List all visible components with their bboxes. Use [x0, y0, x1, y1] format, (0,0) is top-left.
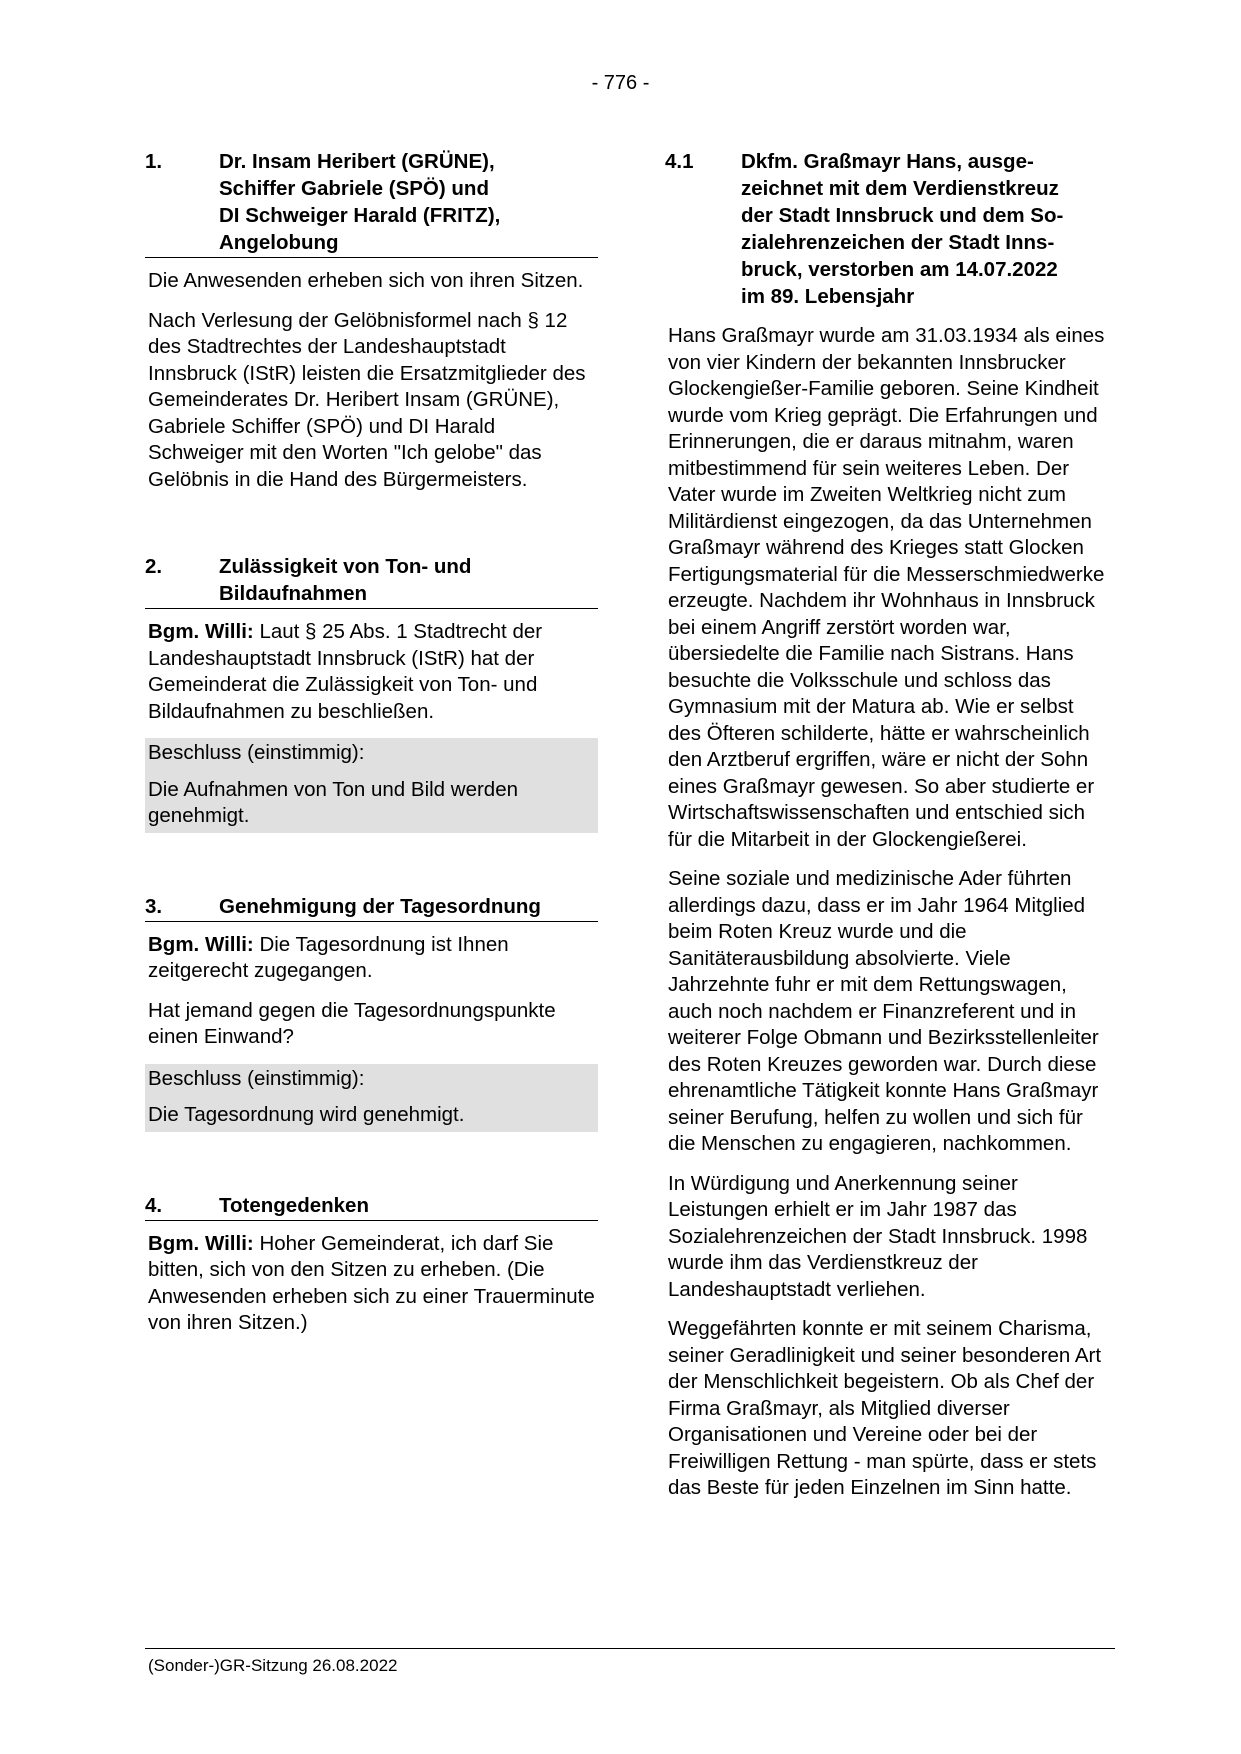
- section-title: Dkfm. Graßmayr Hans, ausge- zeichnet mit dem Verdienstkreuz der Stadt Innsbruck und dem So- zialehrenzeichen der Stadt Inns- bruck, verstorben am 14.07.2022 im 89. Lebensjahr: [741, 150, 1064, 308]
- speaker-name: Bgm. Willi:: [148, 620, 254, 643]
- section-heading-3: [145, 893, 598, 922]
- paragraph: In Würdigung und Anerkennung seiner Leistungen erhielt er im Jahr 1987 das Sozialehrenzeichen der Stadt Innsbruck. 1998 wurde ihm das Verdienstkreuz der Landeshauptstadt verliehen.: [668, 1171, 1088, 1301]
- section-number: 1.: [145, 150, 163, 173]
- section-title: Genehmigung der Tagesordnung: [219, 894, 541, 918]
- right-column: [665, 148, 1113, 1515]
- paragraph: Hat jemand gegen die Tagesordnungspunkte einen Einwand?: [148, 998, 556, 1048]
- resolution-label: Beschluss (einstimmig):: [148, 1066, 365, 1090]
- speaker-name: Bgm. Willi:: [148, 1231, 254, 1255]
- section-number: 3.: [145, 894, 163, 918]
- section-title: Totengedenken: [219, 1193, 369, 1217]
- paragraph: Bgm. Willi: Hoher Gemeinderat, ich darf Sie bitten, sich von den Sitzen zu erheben. (Die Anwesenden erheben sich zu einer Trauerminute von ihren Sitzen.): [148, 1231, 595, 1334]
- section-number: 4.1: [665, 150, 694, 173]
- section-title: Dr. Insam Heribert (GRÜNE), Schiffer Gabriele (SPÖ) und DI Schweiger Harald (FRITZ), Angelobung: [219, 150, 501, 254]
- paragraph: Bgm. Willi: Die Tagesordnung ist Ihnen zeitgerecht zugegangen.: [148, 932, 509, 982]
- resolution-box: [145, 1064, 598, 1132]
- section-heading-4: [145, 1192, 598, 1221]
- section-heading-4-1: [665, 148, 1113, 311]
- footer-rule: [145, 1648, 1115, 1649]
- page-number: - 776 -: [591, 72, 650, 94]
- speaker-name: Bgm. Willi:: [148, 932, 254, 956]
- paragraph: Bgm. Willi: Laut § 25 Abs. 1 Stadtrecht der Landeshauptstadt Innsbruck (IStR) hat der Gemeinderat die Zulässigkeit von Ton- und Bildaufnahmen zu beschließen.: [148, 620, 543, 723]
- paragraph: Nach Verlesung der Gelöbnisformel nach § 12 des Stadtrechtes der Landeshauptstadt Innsbruck (IStR) leisten die Ersatzmitglieder des Gemeinderates Dr. Heribert Insam (GRÜNE), Gabriele Schiffer (SPÖ) und DI Harald Schweiger mit den Worten "Ich gelobe" das Gelöbnis in die Hand des Bürgermeisters.: [148, 308, 586, 491]
- resolution-label: Beschluss (einstimmig):: [148, 741, 365, 764]
- section-heading-1: [145, 148, 598, 258]
- paragraph: Hans Graßmayr wurde am 31.03.1934 als eines von vier Kindern der bekannten Innsbrucker Glockengießer-Familie geboren. Seine Kindheit wurde vom Krieg geprägt. Die Erfahrungen und Erinnerungen, die er daraus mitnahm, waren mitbestimmend für sein weiteres Leben. Der Vater wurde im Zweiten Weltkrieg nicht zum Militärdienst eingezogen, da das Unternehmen Graßmayr während des Krieges statt Glocken Fertigungsmaterial für die Messerschmiedwerke erzeugte. Nachdem ihr Wohnhaus in Innsbruck bei einem Angriff zerstört worden war, übersiedelte die Familie nach Sistrans. Hans besuchte die Volksschule und schloss das Gymnasium mit der Matura ab. Wie er selbst des Öfteren schilderte, hätte er wahrscheinlich den Arztberuf ergriffen, wäre er nicht der Sohn eines Graßmayr gewesen. So aber studierte er Wirtschaftswissenschaften und entschied sich für die Mitarbeit in der Glockengießerei.: [668, 324, 1105, 851]
- left-column: [145, 148, 598, 1350]
- footer-text: (Sonder-)GR-Sitzung 26.08.2022: [148, 1656, 398, 1675]
- resolution-text: Die Aufnahmen von Ton und Bild werden genehmigt.: [148, 777, 519, 827]
- paragraph: Die Anwesenden erheben sich von ihren Sitzen.: [148, 269, 584, 292]
- paragraph: Seine soziale und medizinische Ader führten allerdings dazu, dass er im Jahr 1964 Mitglied beim Roten Kreuz wurde und die Sanitäterausbildung absolvierte. Viele Jahrzehnte fuhr er mit dem Rettungswagen, auch noch nachdem er Finanzreferent und in weiterer Folge Obmann und Bezirksstellenleiter des Roten Kreuzes geworden war. Durch diese ehrenamtliche Tätigkeit konnte Hans Graßmayr seiner Berufung, helfen zu wollen und sich für die Menschen zu engagieren, nachkommen.: [668, 867, 1099, 1155]
- resolution-text: Die Tagesordnung wird genehmigt.: [148, 1103, 465, 1126]
- resolution-box: [145, 738, 598, 833]
- section-number: 2.: [145, 555, 163, 578]
- section-number: 4.: [145, 1193, 163, 1217]
- section-heading-2: [145, 553, 598, 609]
- section-title: Zulässigkeit von Ton- und Bildaufnahmen: [219, 555, 472, 605]
- paragraph: Weggefährten konnte er mit seinem Charisma, seiner Geradlinigkeit und seiner besonderen Art der Menschlichkeit begeistern. Ob als Chef der Firma Graßmayr, als Mitglied diverser Organisationen und Vereine oder bei der Freiwilligen Rettung - man spürte, dass er stets das Beste für jeden Einzelnen im Sinn hatte.: [668, 1317, 1102, 1499]
